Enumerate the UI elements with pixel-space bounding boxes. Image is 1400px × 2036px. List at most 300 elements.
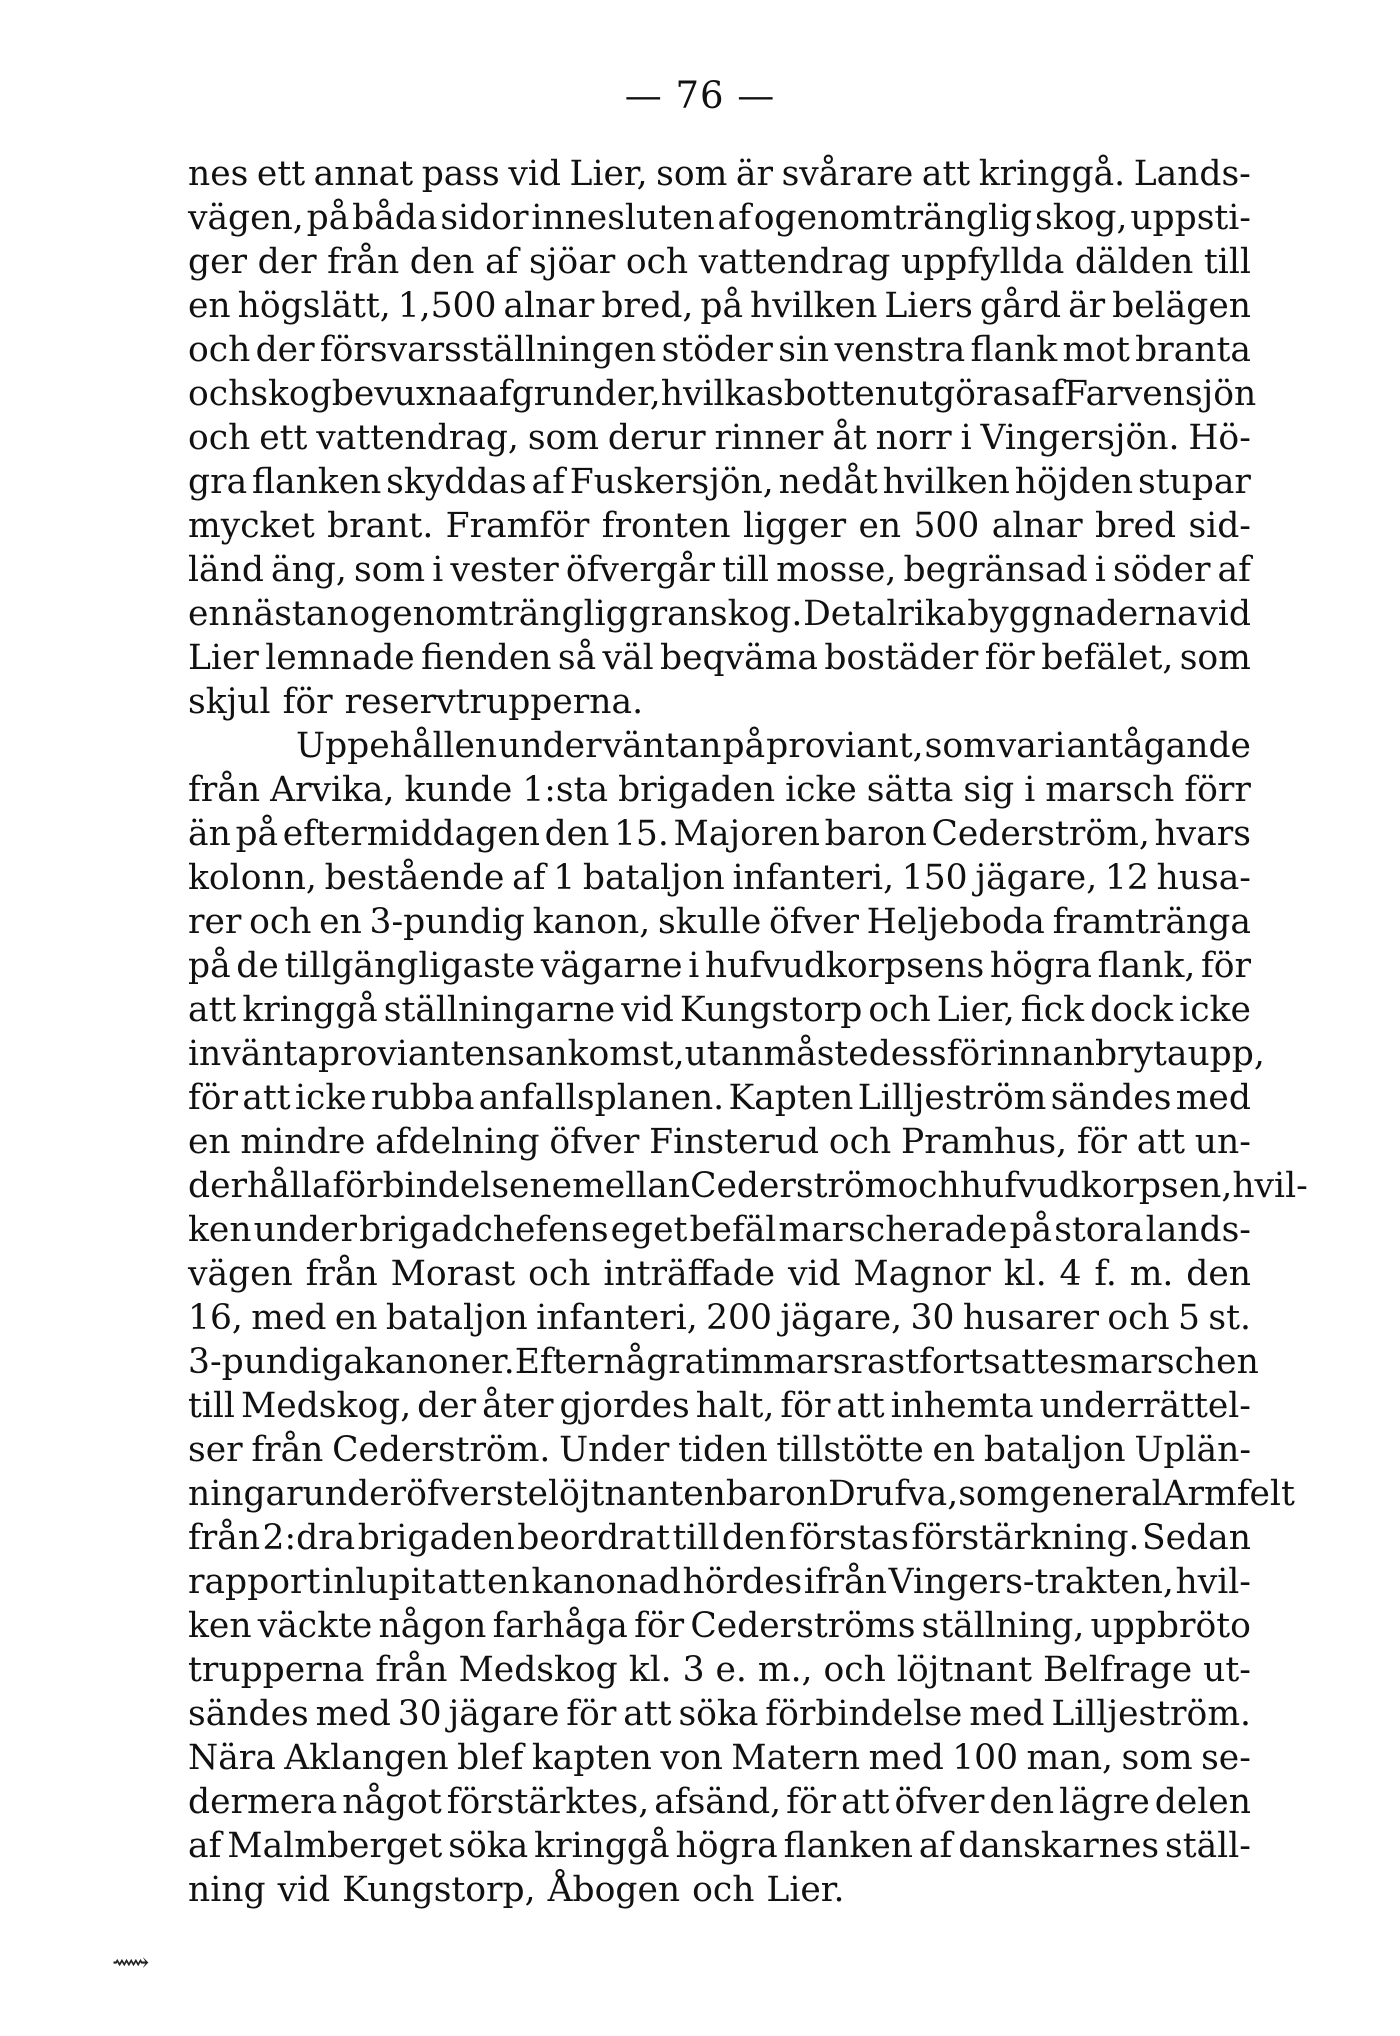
word: Lier. xyxy=(766,1870,845,1910)
word: bataljon xyxy=(983,1430,1126,1470)
word: Åbogen xyxy=(547,1870,681,1910)
word: der xyxy=(417,1386,477,1426)
word: under xyxy=(498,726,602,766)
word: Majoren xyxy=(673,814,821,854)
word: proviantens xyxy=(317,1034,525,1074)
word: Medskog, xyxy=(240,1386,412,1426)
word: och xyxy=(188,330,251,370)
word: flanken xyxy=(783,1826,913,1866)
word: som xyxy=(924,726,996,766)
word: Lilljeström. xyxy=(1051,1694,1251,1734)
word: kringgå. xyxy=(978,154,1126,194)
word: en xyxy=(188,594,231,634)
word: hvars xyxy=(1154,814,1251,854)
word: e. xyxy=(715,1650,747,1690)
body-text xyxy=(188,152,1308,1912)
word: i xyxy=(432,550,444,590)
word: afsänd, xyxy=(654,1782,782,1822)
word: Armfelt xyxy=(1162,1474,1295,1514)
word: öfverstelöjtnanten xyxy=(406,1474,726,1514)
word: Kungstorp xyxy=(679,990,863,1030)
word: från xyxy=(251,1430,324,1470)
word: för xyxy=(634,1606,685,1646)
word: ställning, xyxy=(921,1606,1085,1646)
word: sjöar xyxy=(529,242,616,282)
word: bestående xyxy=(324,858,505,898)
word: tillgängligaste xyxy=(284,946,536,986)
word: bred xyxy=(1094,506,1177,546)
word: med xyxy=(969,1694,1045,1734)
word: som xyxy=(1179,638,1251,678)
word: något xyxy=(342,1782,442,1822)
word: Lier, xyxy=(936,990,1015,1030)
word: jägare, xyxy=(975,858,1098,898)
word: för xyxy=(984,638,1035,678)
word: baron xyxy=(725,1474,829,1514)
word: kl. xyxy=(628,1650,672,1690)
word: en xyxy=(858,506,902,546)
word: ning xyxy=(188,1870,266,1910)
word: söka xyxy=(678,1694,759,1734)
word: vid xyxy=(508,154,561,194)
word: väckte xyxy=(257,1606,373,1646)
text-line xyxy=(188,1604,1251,1648)
word: att xyxy=(623,1694,672,1734)
word: åt xyxy=(832,418,867,458)
word: rast xyxy=(850,1342,920,1382)
word: skogbevuxna xyxy=(250,374,479,414)
word: vid xyxy=(277,1870,331,1910)
word: öfver xyxy=(769,902,859,942)
word: mycket xyxy=(188,506,315,546)
word: von xyxy=(660,1738,723,1778)
word: utgöras xyxy=(896,374,1031,414)
word: f. xyxy=(1094,1254,1117,1294)
margin-mark: ⟿ xyxy=(112,1948,150,1978)
word: af xyxy=(717,198,751,238)
word: äng, xyxy=(271,550,347,590)
word: trupperna xyxy=(188,1650,365,1690)
word: Lilljeström xyxy=(857,1078,1047,1118)
word: löjtnant xyxy=(896,1650,1033,1690)
word: derur xyxy=(607,418,706,458)
word: uppbröto xyxy=(1090,1606,1251,1646)
word: byggnaderna xyxy=(967,594,1198,634)
word: ställ- xyxy=(1165,1826,1251,1866)
word: kanonad xyxy=(531,1562,681,1602)
word: husarer xyxy=(962,1298,1099,1338)
word: kanoner. xyxy=(363,1342,515,1382)
word: talrika xyxy=(851,594,967,634)
word: länd xyxy=(188,550,264,590)
word: 3-pundig xyxy=(369,902,525,942)
word: hvil- xyxy=(1175,1562,1251,1602)
word: begränsad xyxy=(903,550,1088,590)
text-line xyxy=(188,1208,1251,1252)
word: ser xyxy=(188,1430,243,1470)
word: lägre xyxy=(1059,1782,1150,1822)
word: med xyxy=(1175,1078,1251,1118)
word: högra xyxy=(675,1826,778,1866)
word: sätta xyxy=(866,770,954,810)
word: för xyxy=(188,1078,239,1118)
word: ankomst, xyxy=(524,1034,685,1074)
word: af xyxy=(512,858,546,898)
word: De xyxy=(803,594,852,634)
word: af xyxy=(918,1826,953,1866)
word: att xyxy=(836,1386,885,1426)
word: bataljon xyxy=(582,858,725,898)
word: Heljeboda xyxy=(866,902,1045,942)
word: timmars xyxy=(705,1342,851,1382)
word: Under xyxy=(559,1430,670,1470)
word: gjordes xyxy=(559,1386,690,1426)
word: rubba xyxy=(370,1078,475,1118)
word: inträffade xyxy=(603,1254,776,1294)
word: från xyxy=(188,1518,261,1558)
word: af xyxy=(531,462,565,502)
word: ett xyxy=(256,154,306,194)
word: vid xyxy=(787,1254,841,1294)
word: förstärkning. xyxy=(911,1518,1140,1558)
word: gård xyxy=(979,286,1062,326)
word: förr xyxy=(1184,770,1251,810)
word: jägare, xyxy=(780,1298,903,1338)
word: vester xyxy=(450,550,559,590)
word: icke xyxy=(294,1078,367,1118)
text-line xyxy=(188,1252,1251,1296)
word: Vingers-trakten, xyxy=(888,1562,1174,1602)
word: botten xyxy=(783,374,897,414)
word: och xyxy=(188,418,251,458)
word: anfallsplanen. xyxy=(478,1078,725,1118)
word: kringgå xyxy=(242,990,378,1030)
word: och xyxy=(828,1122,892,1162)
word: flank xyxy=(970,330,1058,370)
text-line xyxy=(188,152,1251,196)
word: dock xyxy=(1090,990,1174,1030)
word: med xyxy=(315,1694,391,1734)
word: Cederströms xyxy=(690,1606,916,1646)
word: och xyxy=(1107,1298,1170,1338)
word: för xyxy=(566,1694,617,1734)
word: uppsti- xyxy=(1130,198,1251,238)
word: skulle xyxy=(657,902,762,942)
word: förbindelse xyxy=(765,1694,963,1734)
word: rapport xyxy=(188,1562,321,1602)
word: blef xyxy=(457,1738,524,1778)
text-line xyxy=(188,768,1251,812)
word: förbindelsen xyxy=(332,1166,552,1206)
word: 1,500 xyxy=(397,286,497,326)
word: utan xyxy=(684,1034,764,1074)
word: Drufva, xyxy=(828,1474,959,1514)
word: för xyxy=(786,1782,837,1822)
word: 500 xyxy=(913,506,980,546)
word: sig xyxy=(963,770,1015,810)
word: brigadchefens xyxy=(359,1210,609,1250)
word: Matern xyxy=(731,1738,861,1778)
text-line xyxy=(188,1120,1251,1164)
word: eget xyxy=(610,1210,688,1250)
word: i xyxy=(688,946,700,986)
text-line xyxy=(188,812,1251,856)
word: kringgå xyxy=(534,1826,670,1866)
word: beordrat xyxy=(517,1518,670,1558)
word: Pramhus, xyxy=(900,1122,1068,1162)
word: Vingersjön. xyxy=(980,418,1180,458)
word: och xyxy=(823,1650,886,1690)
word: bred, xyxy=(601,286,694,326)
word: sidor xyxy=(440,198,529,238)
word: hvilkas xyxy=(660,374,784,414)
word: att xyxy=(188,990,237,1030)
word: 150 xyxy=(901,858,968,898)
word: Framför xyxy=(445,506,590,546)
word: hvil- xyxy=(1232,1166,1308,1206)
text-line xyxy=(188,1692,1251,1736)
word: sändes xyxy=(188,1694,309,1734)
word: tiden xyxy=(678,1430,768,1470)
word: som xyxy=(1121,1738,1193,1778)
word: Efter xyxy=(514,1342,604,1382)
word: dermera xyxy=(188,1782,338,1822)
text-line xyxy=(188,1780,1251,1824)
word: med xyxy=(251,1298,327,1338)
word: skyddas xyxy=(386,462,527,502)
word: svårare xyxy=(781,154,914,194)
word: ogenomtränglig xyxy=(349,594,628,634)
word: för xyxy=(1200,946,1251,986)
word: sin xyxy=(778,330,830,370)
word: marsch xyxy=(1045,770,1175,810)
word: infanteri, xyxy=(536,1298,698,1338)
word: skog, xyxy=(1035,198,1128,238)
word: se- xyxy=(1201,1738,1251,1778)
word: befälet, xyxy=(1041,638,1174,678)
word: 30 xyxy=(397,1694,442,1734)
word: fortsattes xyxy=(919,1342,1088,1382)
word: Morast xyxy=(390,1254,516,1294)
text-line xyxy=(188,944,1251,988)
word: från xyxy=(375,1650,448,1690)
word: och xyxy=(897,1166,960,1206)
word: af xyxy=(1217,550,1251,590)
word: är xyxy=(735,154,773,194)
word: norr xyxy=(875,418,952,458)
word: 2:dra xyxy=(262,1518,356,1558)
word: för xyxy=(1076,1122,1127,1162)
word: några xyxy=(603,1342,706,1382)
word: brigaden xyxy=(618,770,776,810)
word: för xyxy=(780,1386,831,1426)
word: höjden xyxy=(1014,462,1134,502)
word: Liers xyxy=(884,286,973,326)
word: 12 xyxy=(1104,858,1149,898)
word: från xyxy=(327,242,400,282)
word: kolonn, xyxy=(188,858,317,898)
word: rinner xyxy=(714,418,824,458)
word: dälden xyxy=(1074,242,1194,282)
word: och xyxy=(528,1254,591,1294)
word: Cederström. xyxy=(332,1430,551,1470)
word: var xyxy=(996,726,1054,766)
word: att xyxy=(921,154,971,194)
word: flanken xyxy=(251,462,382,502)
word: ken xyxy=(188,1606,252,1646)
word: gra xyxy=(188,462,248,502)
word: bataljon xyxy=(385,1298,528,1338)
word: en xyxy=(334,1298,378,1338)
word: nedåt xyxy=(778,462,878,502)
word: och xyxy=(249,902,312,942)
word: jägare xyxy=(448,1694,560,1734)
word: 16, xyxy=(188,1298,243,1338)
word: och xyxy=(188,374,251,414)
word: ett xyxy=(259,418,308,458)
word: den xyxy=(409,242,475,282)
text-line xyxy=(188,1296,1251,1340)
word: ställningarne xyxy=(383,990,616,1030)
text-line xyxy=(188,900,1251,944)
word: på xyxy=(700,286,744,326)
word: Aklangen xyxy=(284,1738,449,1778)
word: under xyxy=(253,1210,358,1250)
word: förstas xyxy=(789,1518,909,1558)
word: till xyxy=(1203,242,1251,282)
word: mindre xyxy=(240,1122,366,1162)
word: Nära xyxy=(188,1738,276,1778)
word: granskog. xyxy=(628,594,803,634)
text-line xyxy=(188,504,1251,548)
text-line xyxy=(188,636,1251,680)
word: tillstötte xyxy=(776,1430,924,1470)
word: venstra xyxy=(834,330,966,370)
word: baron xyxy=(824,814,927,854)
word: fick xyxy=(1020,990,1085,1030)
text-line xyxy=(188,1868,1251,1912)
word: rer xyxy=(188,902,242,942)
word: m., xyxy=(757,1650,813,1690)
word: kapten xyxy=(531,1738,652,1778)
word: Arvika, xyxy=(270,770,395,810)
word: delen xyxy=(1154,1782,1251,1822)
word: en xyxy=(188,286,231,326)
word: eftermiddagen xyxy=(282,814,540,854)
word: ogenomtränglig xyxy=(753,198,1033,238)
word: de xyxy=(236,946,279,986)
word: att xyxy=(242,1078,291,1118)
text-line xyxy=(188,1428,1251,1472)
word: vägarne xyxy=(540,946,683,986)
word: och xyxy=(868,990,931,1030)
word: högra xyxy=(989,946,1092,986)
word: väl xyxy=(602,638,654,678)
word: alnar xyxy=(503,286,595,326)
word: vägen, xyxy=(188,198,304,238)
word: fronten xyxy=(601,506,731,546)
word: hvilken xyxy=(750,286,878,326)
word: den xyxy=(989,1782,1055,1822)
word: Cederström, xyxy=(931,814,1150,854)
word: icke xyxy=(1179,990,1251,1030)
text-line xyxy=(188,856,1251,900)
word: belägen xyxy=(1112,286,1251,326)
word: sid- xyxy=(1188,506,1251,546)
word: af xyxy=(1030,374,1065,414)
word: att xyxy=(841,1782,890,1822)
word: farhåga xyxy=(492,1606,628,1646)
word: på xyxy=(235,814,279,854)
word: en xyxy=(487,1562,530,1602)
word: der xyxy=(257,242,317,282)
word: hufvudkorpsen, xyxy=(959,1166,1233,1206)
text-line xyxy=(188,1648,1251,1692)
text-line xyxy=(188,284,1251,328)
word: en xyxy=(932,1430,976,1470)
word: Farvensjön xyxy=(1064,374,1257,414)
word: med xyxy=(868,1738,944,1778)
word: den xyxy=(544,814,610,854)
word: ligger xyxy=(742,506,847,546)
text-line xyxy=(188,1516,1251,1560)
word: på xyxy=(1009,1210,1053,1250)
word: den xyxy=(721,1518,787,1558)
word: m. xyxy=(1129,1254,1174,1294)
word: som xyxy=(353,550,426,590)
word: stöder xyxy=(661,330,773,370)
word: der xyxy=(255,330,315,370)
word: från xyxy=(305,1254,378,1294)
word: och xyxy=(625,242,689,282)
text-line xyxy=(188,328,1251,372)
word: i xyxy=(960,418,972,458)
word: en xyxy=(188,1122,231,1162)
text-line xyxy=(188,592,1251,636)
word: alnar xyxy=(991,506,1083,546)
word: 100 xyxy=(952,1738,1019,1778)
word: från xyxy=(188,770,261,810)
word: Finsterud xyxy=(649,1122,820,1162)
word: 5 xyxy=(1178,1298,1200,1338)
text-line xyxy=(188,196,1251,240)
word: Kungstorp, xyxy=(342,1870,536,1910)
word: kanon, xyxy=(532,902,651,942)
word: flank, xyxy=(1097,946,1196,986)
word: Magnor xyxy=(853,1254,991,1294)
word: annat xyxy=(313,154,414,194)
word: till xyxy=(672,1518,720,1558)
page-number: — 76 — xyxy=(624,74,776,117)
word: husa- xyxy=(1156,858,1251,898)
word: upp, xyxy=(1187,1034,1265,1074)
word: mosse, xyxy=(776,550,897,590)
word: på xyxy=(188,946,231,986)
word: underrättel- xyxy=(1039,1386,1251,1426)
word: bryta xyxy=(1094,1034,1188,1074)
word: i xyxy=(1094,550,1106,590)
word: vattendrag, xyxy=(316,418,519,458)
word: söka xyxy=(448,1826,529,1866)
word: 3 xyxy=(682,1650,705,1690)
word: ger xyxy=(188,242,247,282)
word: bostäder xyxy=(824,638,979,678)
word: Sedan xyxy=(1141,1518,1251,1558)
word: pass xyxy=(421,154,500,194)
word: kl. xyxy=(1003,1254,1047,1294)
word: af xyxy=(188,1826,222,1866)
text-line xyxy=(188,1076,1251,1120)
